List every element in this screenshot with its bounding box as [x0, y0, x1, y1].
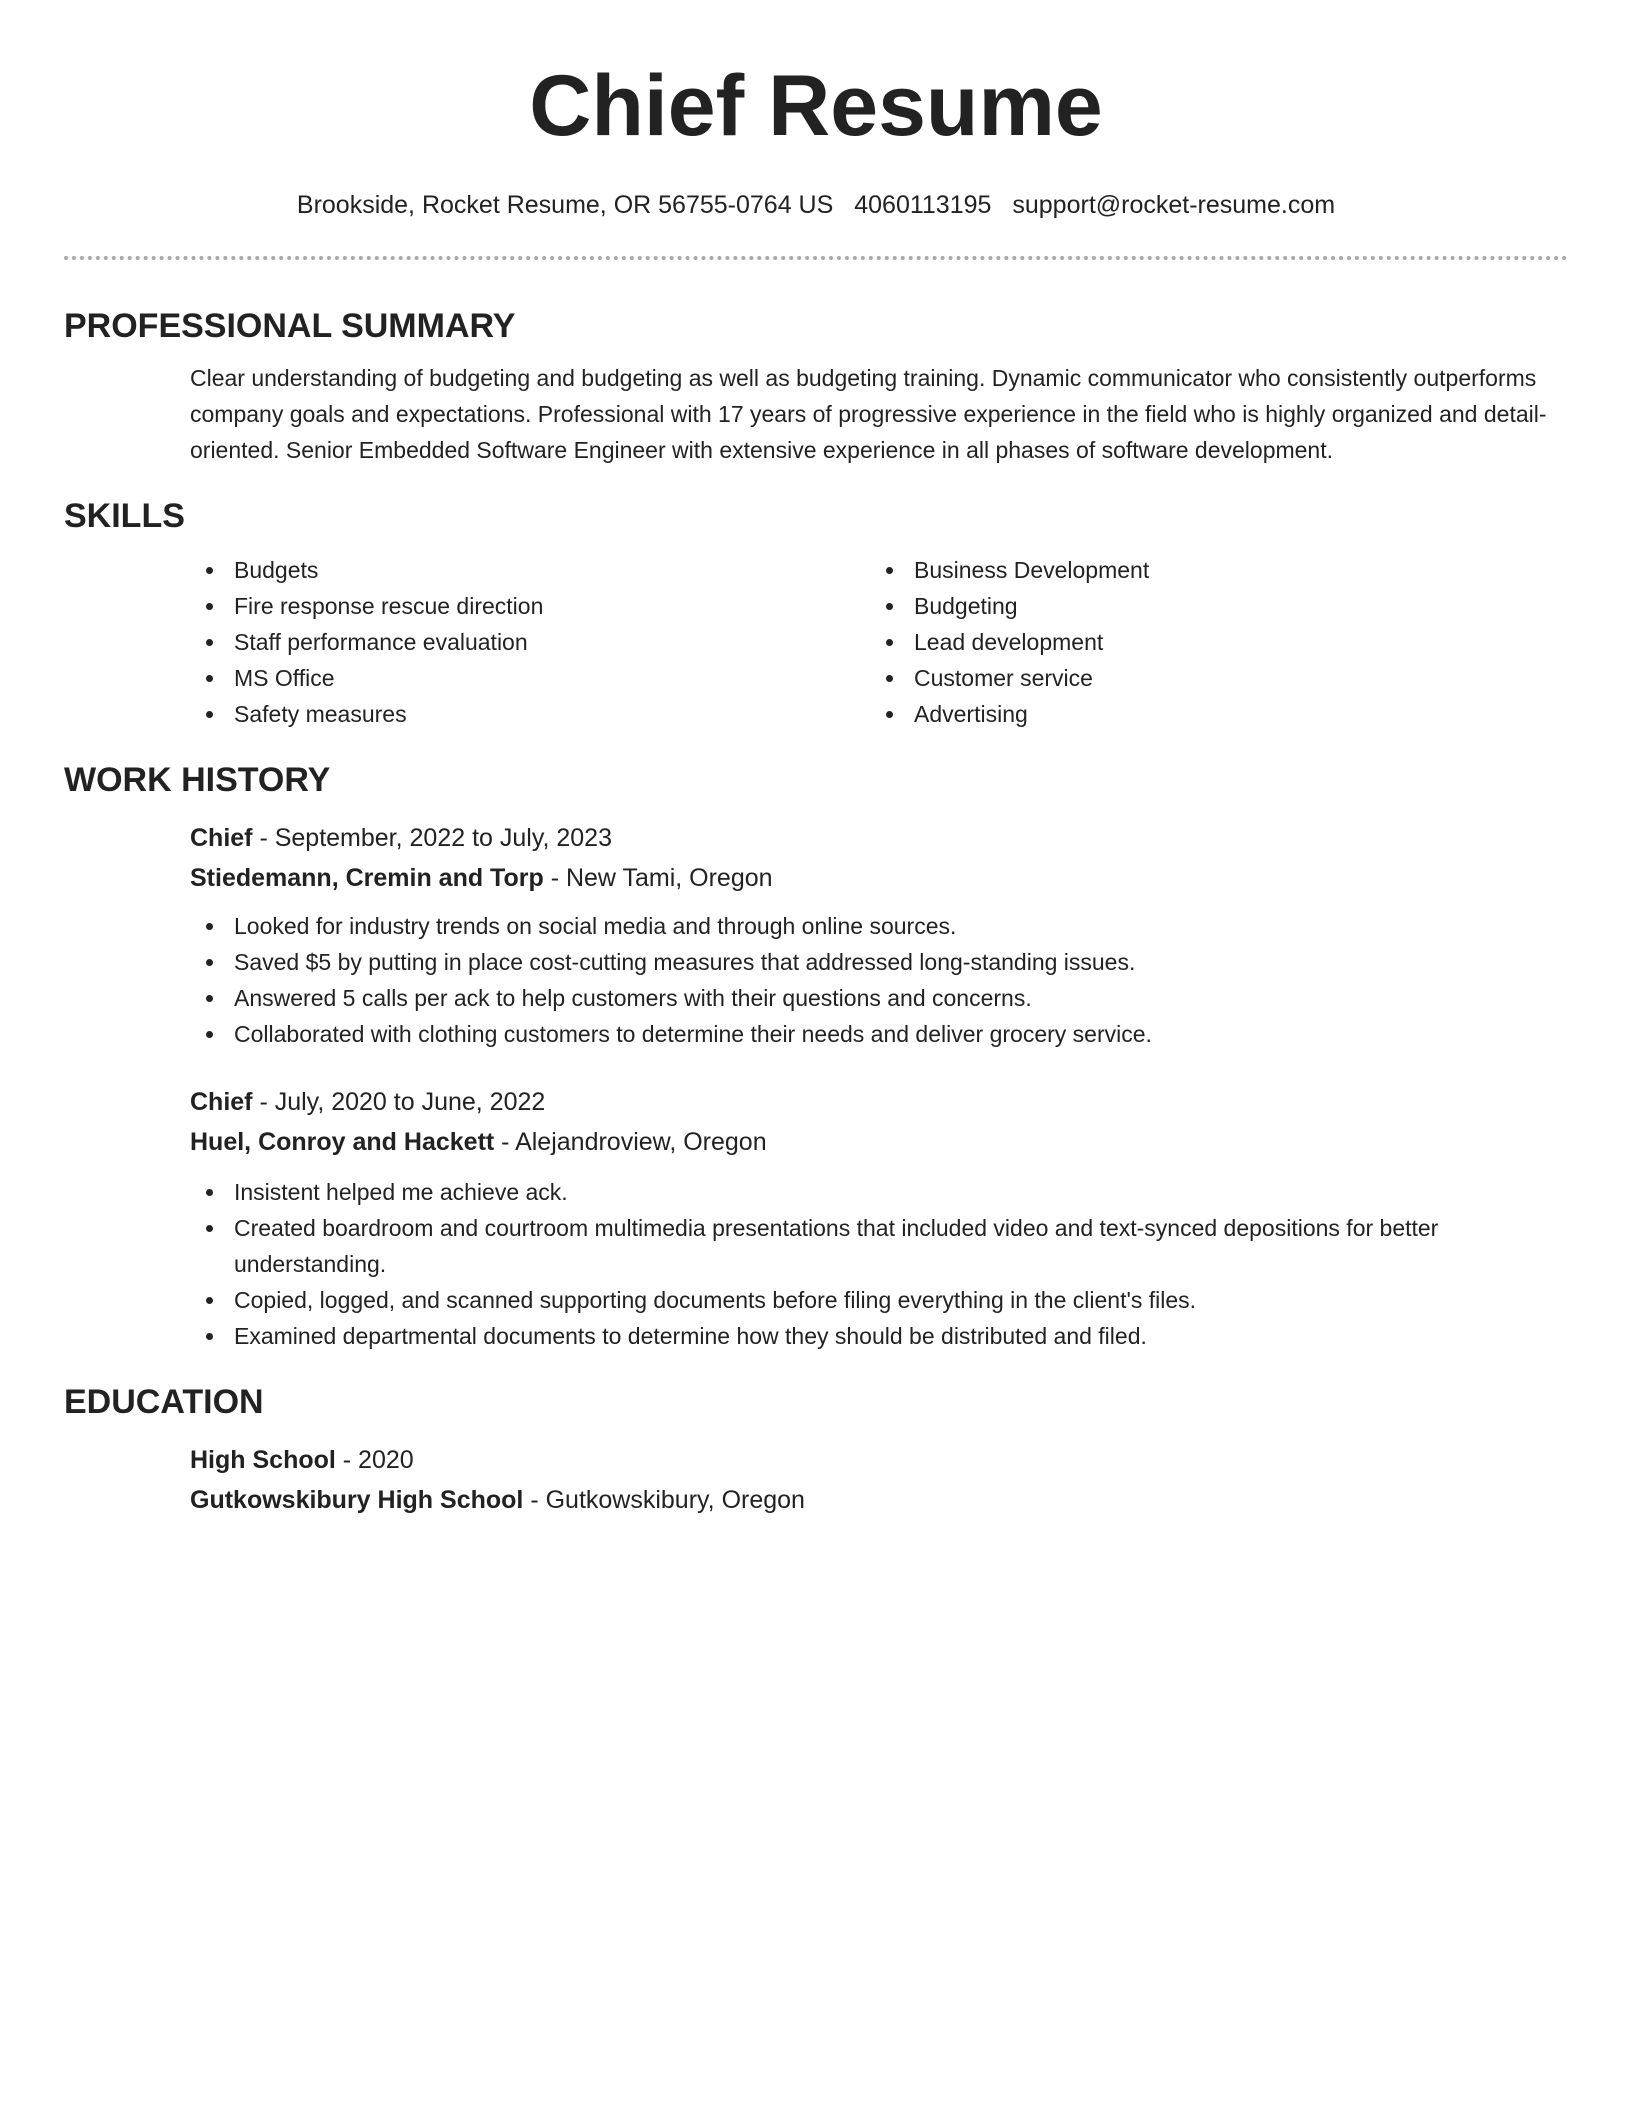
- education-degree: High School: [190, 1446, 336, 1474]
- job-bullet: Created boardroom and courtroom multimedia presentations that included video and text-synced depositions for better understanding.: [190, 1210, 1568, 1282]
- job-bullet: Looked for industry trends on social media and through online sources.: [190, 908, 1568, 944]
- job-role: Chief: [190, 1088, 253, 1116]
- education-title: EDUCATION: [64, 1383, 264, 1421]
- job-dates: - July, 2020 to June, 2022: [252, 1088, 546, 1116]
- education-year: - 2020: [335, 1446, 414, 1474]
- education-school-line: [190, 1480, 1568, 1520]
- summary-section: [64, 304, 1568, 468]
- skills-title: SKILLS: [64, 497, 185, 535]
- job-company-line: [190, 858, 1568, 898]
- skill-item: Budgets: [190, 552, 870, 588]
- summary-title: PROFESSIONAL SUMMARY: [64, 307, 516, 345]
- work-section: [64, 758, 1568, 1354]
- job-entry: [190, 1082, 1568, 1354]
- resume-name: Chief Resume: [529, 58, 1103, 154]
- job-entry: [190, 818, 1568, 1052]
- contact-phone: 4060113195: [854, 191, 992, 219]
- job-title-line: [190, 818, 1568, 858]
- job-bullet: Collaborated with clothing customers to determine their needs and deliver grocery service.: [190, 1016, 1568, 1052]
- skill-item: Budgeting: [870, 588, 1550, 624]
- skill-item: MS Office: [190, 660, 870, 696]
- skills-list: [190, 552, 1568, 732]
- job-bullet: Copied, logged, and scanned supporting documents before filing everything in the client's files.: [190, 1282, 1568, 1318]
- job-company-line: [190, 1122, 1568, 1162]
- skill-item: Lead development: [870, 624, 1550, 660]
- contact-email: support@rocket-resume.com: [1012, 191, 1336, 219]
- skills-column-left: [190, 552, 870, 732]
- job-bullet: Examined departmental documents to determine how they should be distributed and filed.: [190, 1318, 1568, 1354]
- job-bullets: [190, 1174, 1568, 1354]
- job-title-line: [190, 1082, 1568, 1122]
- job-location: - New Tami, Oregon: [543, 864, 773, 892]
- job-bullet: Answered 5 calls per ack to help customers with their questions and concerns.: [190, 980, 1568, 1016]
- skill-item: Fire response rescue direction: [190, 588, 870, 624]
- skill-item: Staff performance evaluation: [190, 624, 870, 660]
- header-divider: [64, 256, 1568, 260]
- job-bullet: Insistent helped me achieve ack.: [190, 1174, 1568, 1210]
- job-location: - Alejandroview, Oregon: [494, 1128, 767, 1156]
- skills-section: [64, 494, 1568, 732]
- education-school: Gutkowskibury High School: [190, 1486, 524, 1514]
- education-entry: [190, 1440, 1568, 1520]
- contact-address: Brookside, Rocket Resume, OR 56755-0764 US: [296, 191, 834, 219]
- job-company: Stiedemann, Cremin and Torp: [190, 864, 544, 892]
- education-location: - Gutkowskibury, Oregon: [523, 1486, 805, 1514]
- job-bullet: Saved $5 by putting in place cost-cutting measures that addressed long-standing issues.: [190, 944, 1568, 980]
- skill-item: Business Development: [870, 552, 1550, 588]
- skill-item: Customer service: [870, 660, 1550, 696]
- job-bullets: [190, 908, 1568, 1052]
- skill-item: Advertising: [870, 696, 1550, 732]
- job-dates: - September, 2022 to July, 2023: [252, 824, 612, 852]
- contact-line: [64, 188, 1568, 222]
- work-title: WORK HISTORY: [64, 761, 331, 799]
- resume-page: [64, 0, 1568, 1520]
- job-role: Chief: [190, 824, 253, 852]
- education-degree-line: [190, 1440, 1568, 1480]
- education-section: [64, 1380, 1568, 1520]
- skills-column-right: [870, 552, 1550, 732]
- summary-text: Clear understanding of budgeting and budgeting as well as budgeting training. Dynamic communicator who consistently outperforms company goals and expectations. Professional with 17 years of progressive experience in the field who is highly organized and detail-oriented. Senior Embedded Software Engineer with extensive experience in all phases of software development.: [190, 365, 1547, 463]
- job-company: Huel, Conroy and Hackett: [190, 1128, 495, 1156]
- skill-item: Safety measures: [190, 696, 870, 732]
